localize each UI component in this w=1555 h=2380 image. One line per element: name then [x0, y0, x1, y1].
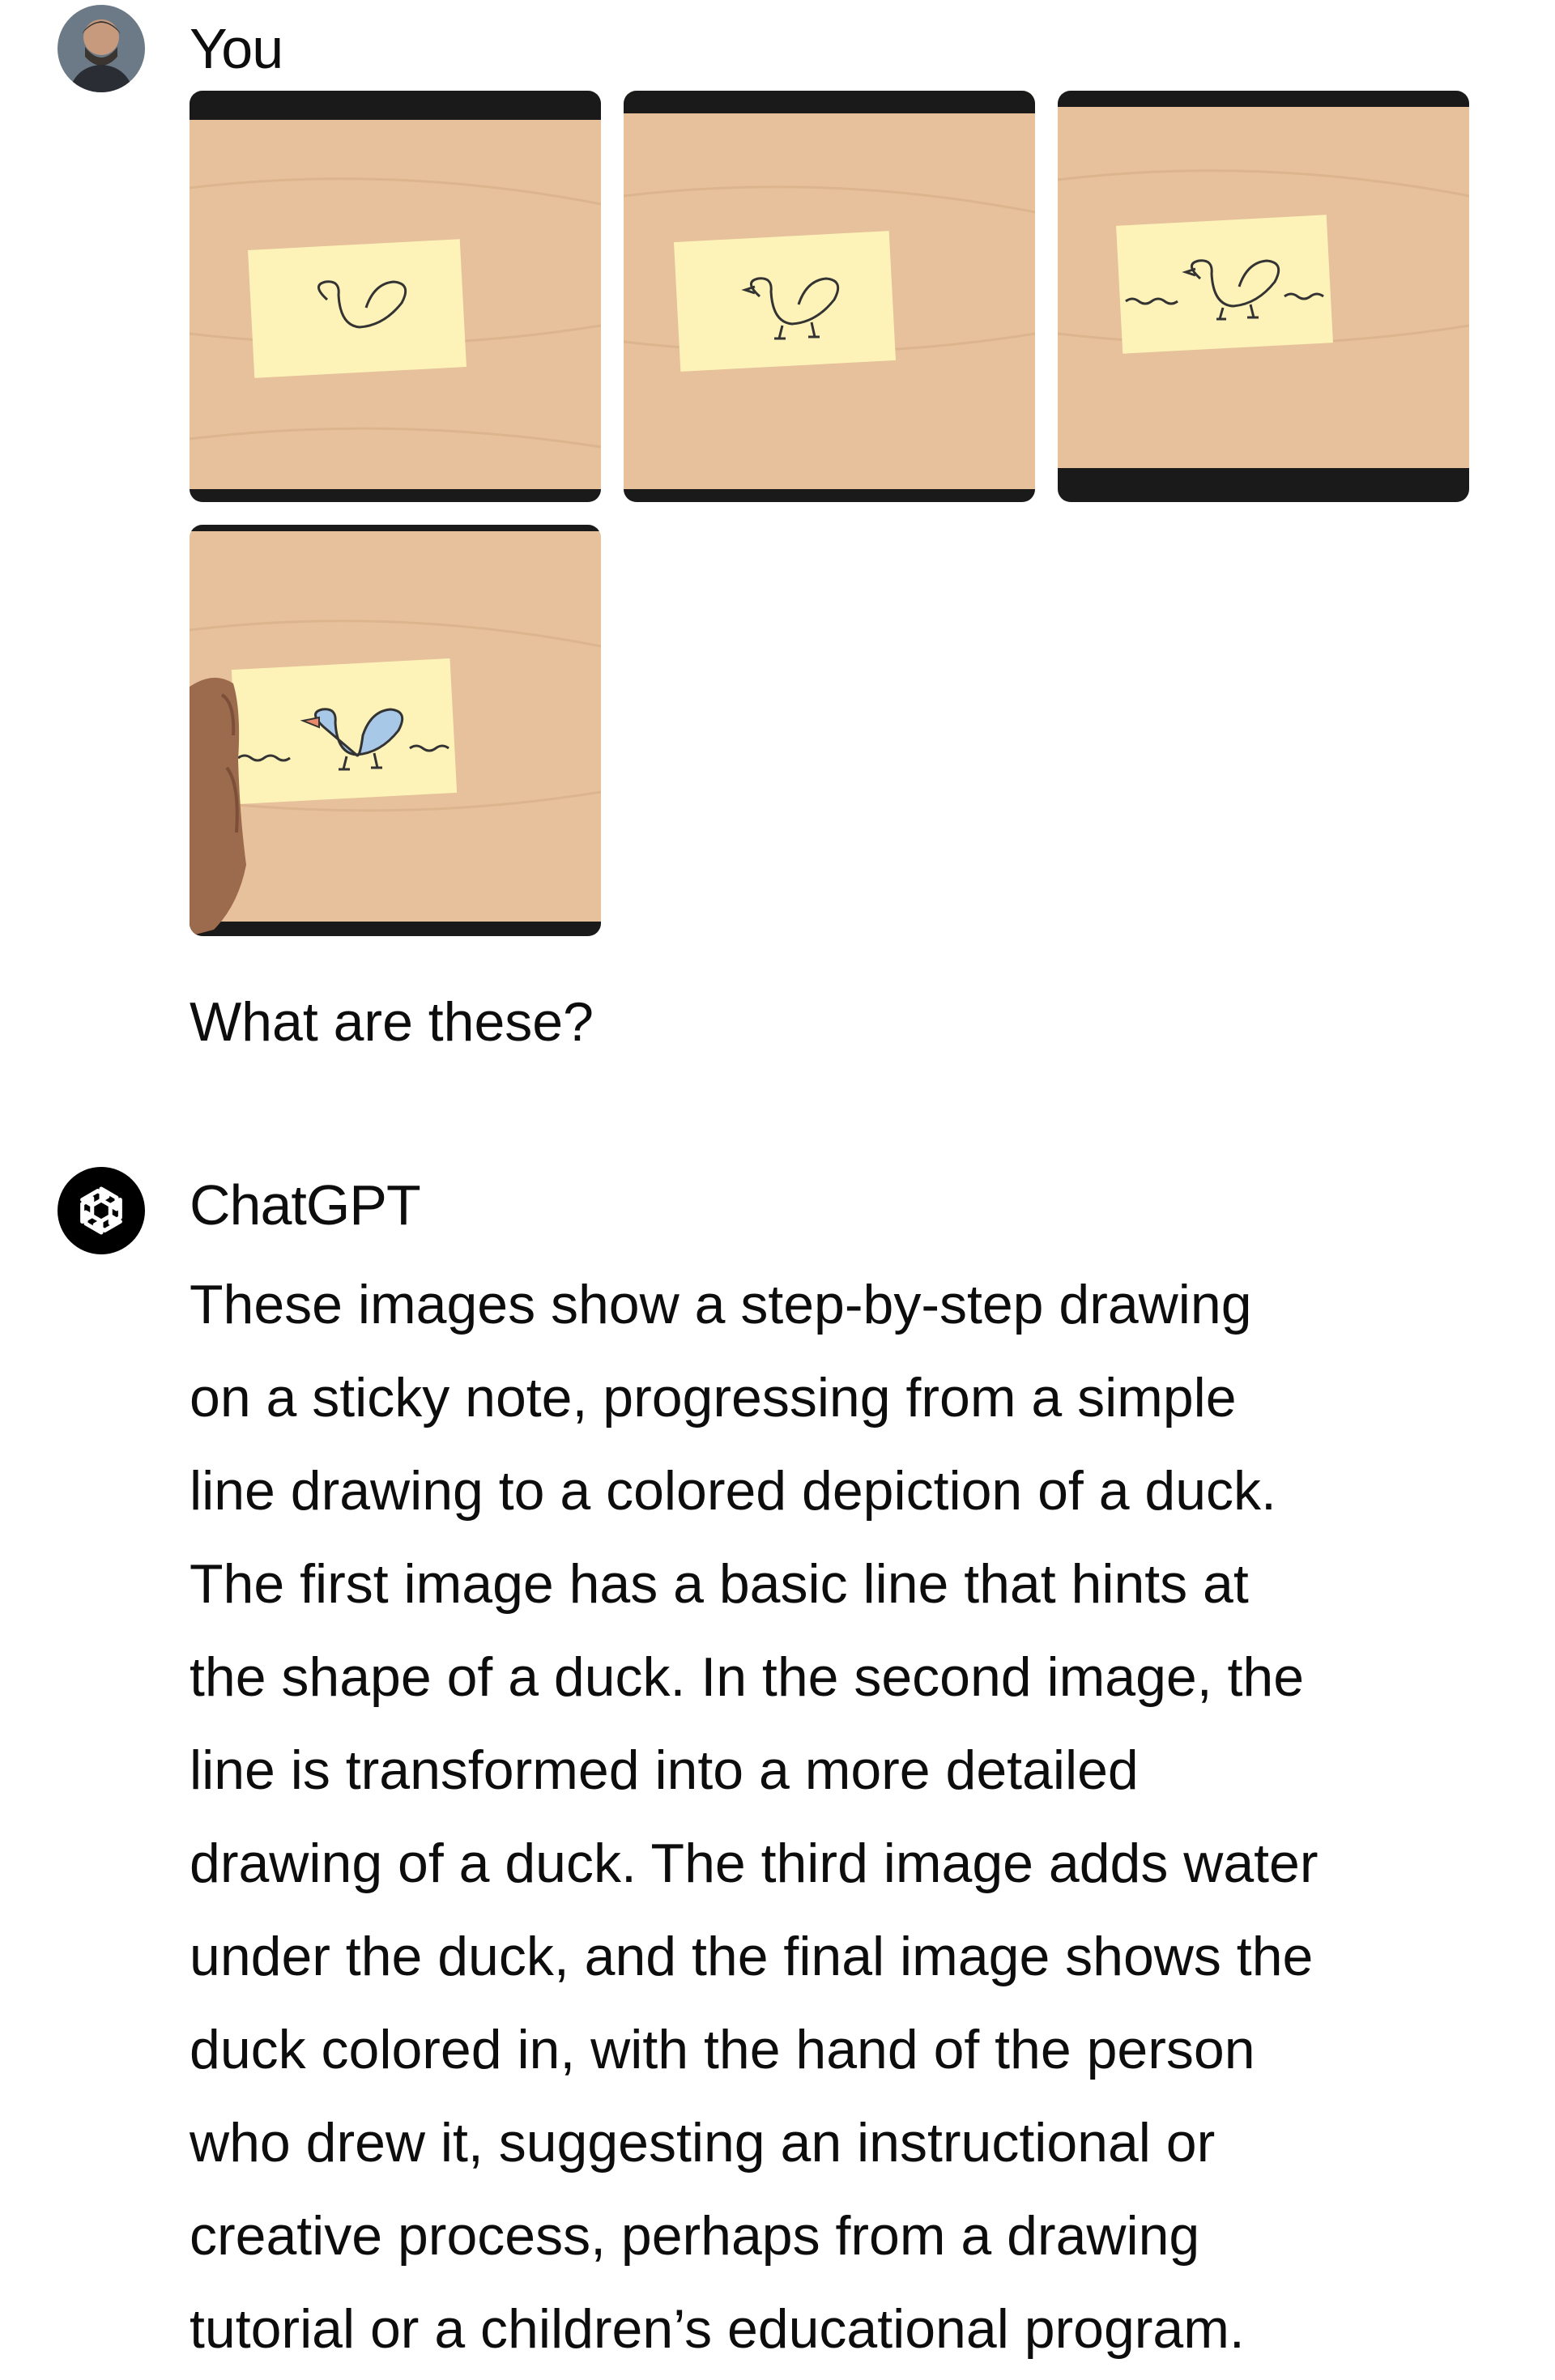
assistant-author-name: ChatGPT	[190, 1173, 420, 1237]
attachment-thumbnail-3[interactable]	[1058, 91, 1469, 502]
duck-step-4-image	[190, 525, 601, 936]
assistant-avatar	[58, 1167, 145, 1254]
assistant-message-line: on a sticky note, progressing from a simple	[190, 1367, 1237, 1428]
assistant-message-line: the shape of a duck. In the second image, the	[190, 1646, 1305, 1708]
attachment-thumbnail-2[interactable]	[624, 91, 1035, 502]
user-avatar	[58, 5, 145, 92]
assistant-message-line: These images show a step-by-step drawing	[190, 1274, 1252, 1335]
assistant-message-line: line is transformed into a more detailed	[190, 1739, 1139, 1801]
assistant-message-line: The first image has a basic line that hints at	[190, 1553, 1249, 1615]
assistant-message-line: drawing of a duck. The third image adds water	[190, 1833, 1319, 1894]
assistant-message-line: tutorial or a children’s educational program.	[190, 2298, 1245, 2360]
assistant-message-line: creative process, perhaps from a drawing	[190, 2205, 1200, 2267]
user-avatar-photo-icon	[58, 5, 145, 92]
openai-logo-icon	[75, 1184, 128, 1237]
user-message-text: What are these?	[190, 991, 594, 1053]
assistant-message-line: duck colored in, with the hand of the person	[190, 2019, 1255, 2080]
attachment-thumbnail-1[interactable]	[190, 91, 601, 502]
assistant-message-line: under the duck, and the final image shows the	[190, 1926, 1314, 1987]
attachment-thumbnail-4[interactable]	[190, 525, 601, 936]
duck-step-1-image	[190, 91, 601, 502]
user-author-name: You	[190, 17, 283, 80]
duck-step-3-image	[1058, 91, 1469, 502]
assistant-message-line: who drew it, suggesting an instructional or	[190, 2112, 1216, 2174]
assistant-message-line: line drawing to a colored depiction of a duck.	[190, 1460, 1276, 1522]
duck-step-2-image	[624, 91, 1035, 502]
assistant-message-text	[190, 1258, 1518, 2376]
